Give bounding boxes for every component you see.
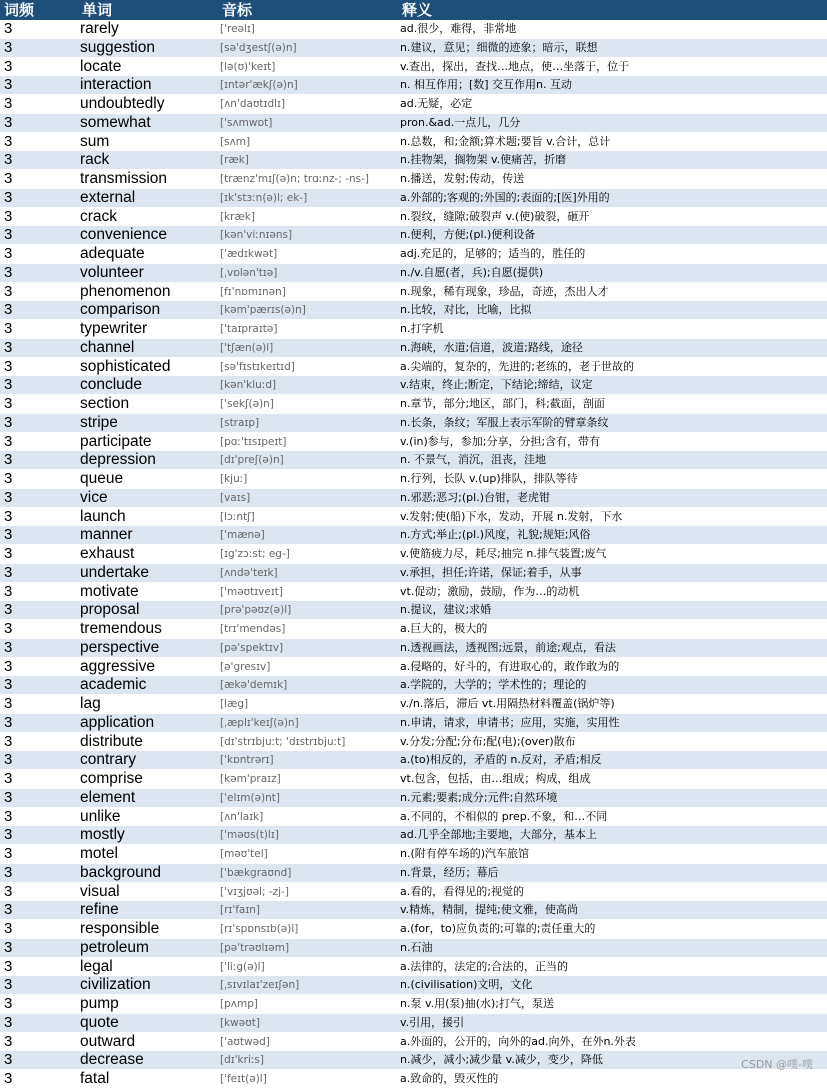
row-definition: v.引用，援引 [400,1015,465,1029]
row-freq: 3 [4,488,13,506]
row-phonetic: [dɪ'kriːs] [220,1054,264,1067]
row-freq: 3 [4,95,13,112]
row-freq: 3 [4,320,13,337]
row-word: comparison [80,301,161,319]
row-word: lag [80,695,101,712]
row-freq: 3 [4,282,13,300]
row-freq: 3 [4,938,13,956]
row-definition: n.打字机 [400,322,444,335]
table-row [0,433,827,452]
row-definition: ad.无疑，必定 [400,97,473,110]
row-phonetic: [ɪk'stɜːn(ə)l; ek-] [220,191,308,204]
row-definition: n.总数，和;金额;算术题;要旨 v.合计，总计 [400,134,611,148]
row-word: refine [80,901,119,919]
table-row [0,658,827,677]
table-row [0,508,827,527]
row-word: somewhat [80,113,151,131]
row-phonetic: [dɪ'preʃ(ə)n] [220,454,284,467]
row-word: motel [80,845,118,862]
row-freq: 3 [4,1032,13,1050]
row-word: legal [80,957,113,975]
row-freq: 3 [4,563,13,581]
row-freq: 3 [4,788,13,806]
table-row [0,414,827,433]
table-row [0,208,827,227]
row-word: tremendous [80,620,162,637]
table-row [0,733,827,752]
row-phonetic: ['feɪt(ə)l] [220,1073,267,1085]
row-word: undoubtedly [80,95,165,112]
row-phonetic: [kən'kluːd] [220,379,277,392]
row-freq: 3 [4,413,13,431]
row-freq: 3 [4,751,13,769]
table-row [0,189,827,208]
row-definition: vt.包含，包括，由…组成；构成，组成 [400,772,591,785]
row-definition: a.(for，to)应负责的;可靠的;责任重大的 [400,922,596,935]
row-word: volunteer [80,263,144,281]
row-definition: n.章节，部分;地区，部门，科;截面，剖面 [400,397,605,410]
table-row [0,320,827,339]
row-phonetic: [pə'spektɪv] [220,641,284,654]
table-row [0,170,827,189]
row-definition: n./v.自愿(者，兵);自愿(提供) [400,265,544,279]
row-definition: a.(to)相反的，矛盾的 n.反对，矛盾;相反 [400,753,602,767]
row-word: proposal [80,601,140,619]
table-row [0,789,827,808]
row-phonetic: ['tʃæn(ə)l] [220,341,274,354]
row-freq: 3 [4,638,13,656]
header-word: 单词 [82,1,113,19]
row-word: typewriter [80,320,148,337]
table-row [0,39,827,58]
table-row [0,95,827,114]
row-word: perspective [80,638,160,656]
table-row [0,301,827,320]
row-word: vice [80,488,108,506]
row-freq: 3 [4,357,13,375]
row-phonetic: ['vɪʒjʊəl; -zj-] [220,885,289,898]
row-definition: n.方式;举止;(pl.)风度，礼貌;规矩;风俗 [400,528,591,542]
row-word: adequate [80,245,145,262]
row-phonetic: [ækə'demɪk] [220,679,288,692]
table-row [0,1051,827,1070]
row-definition: v.查出，探出，查找…地点，使…坐落于，位于 [400,59,630,73]
row-freq: 3 [4,376,13,394]
row-freq: 3 [4,920,13,937]
table-row [0,845,827,864]
row-word: convenience [80,226,168,244]
row-phonetic: [kræk] [220,210,255,223]
table-row [0,864,827,883]
row-freq: 3 [4,207,13,225]
row-word: mostly [80,826,125,844]
row-word: external [80,188,136,206]
header-freq: 词频 [4,1,35,19]
row-freq: 3 [4,957,13,975]
row-phonetic: [fɪ'nɒmɪnən] [220,285,286,298]
row-definition: a.外部的;客观的;外国的;表面的;[医]外用的 [400,190,610,204]
table-row [0,20,827,39]
table-row [0,901,827,920]
row-definition: v./n.落后，滞后 vt.用隔热材料覆盖(锅炉等) [400,697,615,710]
row-word: pump [80,995,119,1012]
row-freq: 3 [4,132,13,150]
row-word: locate [80,57,122,75]
row-definition: v.精炼，精制，提纯;使文雅，使高尚 [400,903,578,917]
row-definition: v.结束，终止;断定，下结论;缔结，议定 [400,378,593,392]
table-row [0,1014,827,1033]
row-freq: 3 [4,226,13,244]
row-definition: n.提议，建议;求婚 [400,603,492,617]
table-row [0,676,827,695]
row-phonetic: [kwəʊt] [220,1016,260,1029]
row-phonetic: [dɪ'strɪbjuːt; 'dɪstrɪbjuːt] [220,735,346,748]
row-freq: 3 [4,995,13,1012]
row-phonetic: [sə'fɪstɪkeɪtɪd] [220,360,295,373]
row-definition: a.外面的，公开的，向外的ad.向外，在外n.外表 [400,1034,636,1048]
row-word: aggressive [80,657,155,675]
row-freq: 3 [4,845,13,862]
table-row [0,639,827,658]
row-freq: 3 [4,113,13,131]
row-freq: 3 [4,1070,13,1087]
row-definition: a.致命的，毁灭性的 [400,1072,499,1085]
row-definition: n.海峡，水道;信道，波道;路线，途径 [400,340,583,354]
row-definition: n.(附有停车场的)汽车旅馆 [400,847,530,860]
table-row [0,564,827,583]
table-row [0,114,827,133]
row-freq: 3 [4,451,13,469]
row-word: phenomenon [80,282,171,300]
row-word: depression [80,451,156,469]
row-definition: n.比较，对比，比喻，比拟 [400,303,532,317]
row-phonetic: [ʌn'laɪk] [220,810,264,823]
table-row [0,545,827,564]
row-word: element [80,788,136,806]
row-phonetic: [ˌæplɪ'keɪʃ(ə)n] [220,716,299,729]
row-freq: 3 [4,170,13,187]
row-definition: n.建议，意见；细微的迹象；暗示，联想 [400,40,598,54]
header-phonetic: 音标 [222,1,253,19]
table-header [0,0,827,20]
row-word: outward [80,1032,136,1050]
row-freq: 3 [4,545,13,562]
row-phonetic: [ɪntər'ækʃ(ə)n] [220,79,298,92]
row-phonetic: [sʌm] [220,135,251,148]
row-freq: 3 [4,582,13,600]
row-word: stripe [80,413,118,431]
table-row [0,751,827,770]
row-definition: a.不同的，不相似的 prep.不象，和…不同 [400,809,608,823]
row-definition: n.申请，请求，申请书；应用，实施，实用性 [400,715,620,729]
row-freq: 3 [4,807,13,825]
row-phonetic: [ˌvɒlən'tɪə] [220,266,278,279]
row-freq: 3 [4,151,13,169]
row-definition: pron.&ad.一点儿，几分 [400,115,521,129]
row-freq: 3 [4,976,13,994]
row-word: undertake [80,563,149,581]
word-table-body [0,20,827,1089]
row-phonetic: [ræk] [220,154,249,167]
table-row [0,151,827,170]
row-word: conclude [80,376,143,394]
row-phonetic: [prə'pəʊz(ə)l] [220,604,292,617]
table-row [0,264,827,283]
row-word: background [80,863,162,881]
table-row [0,133,827,152]
row-phonetic: [læg] [220,698,249,710]
table-row [0,339,827,358]
row-word: suggestion [80,38,155,56]
row-freq: 3 [4,301,13,319]
row-word: unlike [80,807,121,825]
table-row [0,883,827,902]
table-row [0,976,827,995]
table-row [0,583,827,602]
row-word: petroleum [80,938,149,956]
table-row [0,358,827,377]
row-phonetic: ['sʌmwɒt] [220,116,273,129]
row-word: launch [80,507,126,525]
row-definition: v.使筋疲力尽，耗尽;抽完 n.排气装置;废气 [400,547,607,560]
row-definition: v.分发;分配;分布;配(电);(over)散布 [400,734,576,748]
table-row [0,770,827,789]
row-phonetic: ['məʊs(t)lɪ] [220,829,279,842]
table-row [0,808,827,827]
table-row [0,939,827,958]
row-freq: 3 [4,338,13,356]
table-row [0,714,827,733]
row-word: sophisticated [80,357,171,375]
table-row [0,283,827,302]
table-row [0,58,827,77]
row-phonetic: ['aʊtwəd] [220,1035,270,1048]
row-freq: 3 [4,38,13,56]
row-definition: a.学院的，大学的；学术性的；理论的 [400,678,587,692]
row-definition: ad.很少，难得，非常地 [400,22,517,35]
row-freq: 3 [4,507,13,525]
row-definition: a.尖端的，复杂的，先进的;老练的，老于世故的 [400,359,634,373]
row-freq: 3 [4,470,13,487]
row-freq: 3 [4,432,13,450]
row-freq: 3 [4,601,13,619]
row-phonetic: [sə'dʒestʃ(ə)n] [220,41,297,54]
table-row [0,958,827,977]
row-freq: 3 [4,863,13,881]
row-phonetic: [ʌndə'teɪk] [220,566,278,579]
row-definition: n.裂纹，缝隙;破裂声 v.(使)破裂，砸开 [400,209,590,223]
row-word: rarely [80,20,119,37]
row-word: visual [80,882,120,900]
row-freq: 3 [4,901,13,919]
row-definition: n.泵 v.用(泵)抽(水);打气，泵送 [400,997,554,1010]
table-row [0,526,827,545]
row-freq: 3 [4,770,13,787]
row-freq: 3 [4,263,13,281]
table-row [0,826,827,845]
row-definition: a.侵略的，好斗的，有进取心的，敢作敢为的 [400,659,620,673]
row-phonetic: [kəm'praɪz] [220,773,281,785]
row-word: transmission [80,170,167,187]
row-phonetic: [kjuː] [220,473,248,485]
table-row [0,695,827,714]
row-definition: n.播送，发射;传动，传送 [400,172,525,185]
row-phonetic: ['mænə] [220,529,265,542]
row-phonetic: [kən'viːnɪəns] [220,229,293,242]
row-word: interaction [80,76,152,94]
row-phonetic: ['sekʃ(ə)n] [220,398,274,410]
row-definition: n.石油 [400,940,433,954]
row-definition: ad.几乎全部地;主要地，大部分，基本上 [400,828,597,842]
row-word: academic [80,676,147,694]
row-definition: n.(civilisation)文明，文化 [400,978,533,992]
row-freq: 3 [4,695,13,712]
row-freq: 3 [4,395,13,412]
row-word: quote [80,1013,119,1031]
row-word: queue [80,470,124,487]
row-definition: n.减少，减小;减少量 v.减少，变少，降低 [400,1053,603,1067]
row-phonetic: [rɪ'faɪn] [220,904,260,917]
row-freq: 3 [4,526,13,544]
row-phonetic: [lɔːntʃ] [220,510,255,523]
row-word: contrary [80,751,136,769]
table-row [0,601,827,620]
row-phonetic: [ˌsɪvɪlaɪ'zeɪʃən] [220,979,300,992]
row-phonetic: ['reəlɪ] [220,23,255,35]
row-freq: 3 [4,57,13,75]
row-word: sum [80,132,110,150]
row-phonetic: ['məʊtɪveɪt] [220,585,283,598]
row-phonetic: ['kɒntrərɪ] [220,754,274,767]
row-definition: a.看的，看得见的;视觉的 [400,884,524,898]
row-freq: 3 [4,620,13,637]
row-phonetic: [pʌmp] [220,998,258,1010]
row-word: application [80,713,155,731]
row-word: decrease [80,1051,144,1069]
row-definition: n.透视画法，透视图;远景，前途;观点，看法 [400,640,616,654]
row-freq: 3 [4,826,13,844]
row-phonetic: [ɪg'zɔːst; eg-] [220,548,290,560]
row-phonetic: ['liːg(ə)l] [220,960,265,973]
header-definition: 释义 [402,1,433,19]
table-row [0,470,827,489]
row-phonetic: [lə(ʊ)'keɪt] [220,60,276,73]
table-row [0,1033,827,1052]
table-row [0,451,827,470]
row-freq: 3 [4,713,13,731]
row-definition: v.承担，担任;许诺，保证;着手，从事 [400,565,582,579]
table-row [0,376,827,395]
row-phonetic: [ʌn'daʊtɪdlɪ] [220,98,286,110]
watermark: CSDN @噗-噗 [741,1058,813,1071]
row-definition: n.挂物架，搁物架 v.使痛苦，折磨 [400,153,567,167]
row-word: section [80,395,130,412]
row-phonetic: [pɑː'tɪsɪpeɪt] [220,435,287,448]
row-definition: n.邪恶;恶习;(pl.)台钳，老虎钳 [400,490,550,504]
row-phonetic: ['bækgraʊnd] [220,866,292,879]
row-word: fatal [80,1070,110,1087]
row-word: responsible [80,920,160,937]
row-definition: adj.充足的，足够的；适当的，胜任的 [400,247,586,260]
row-definition: vt.促动；激励，鼓励，作为…的动机 [400,584,580,598]
row-definition: n.现象，稀有现象，珍品，奇迹，杰出人才 [400,284,609,298]
row-freq: 3 [4,676,13,694]
row-freq: 3 [4,657,13,675]
row-phonetic: [straɪp] [220,416,260,429]
row-word: crack [80,207,118,225]
row-phonetic: ['elɪm(ə)nt] [220,791,281,804]
table-row [0,245,827,264]
row-definition: n. 相互作用；[数] 交互作用n. 互动 [400,78,573,92]
row-definition: v.(in)参与，参加;分享，分担;含有，带有 [400,434,601,448]
row-word: rack [80,151,110,169]
row-definition: n.长条，条纹；军服上表示军阶的臂章条纹 [400,415,609,429]
row-phonetic: [kəm'pærɪs(ə)n] [220,304,306,317]
row-word: channel [80,338,135,356]
row-word: motivate [80,582,139,600]
row-word: comprise [80,770,143,787]
row-freq: 3 [4,188,13,206]
table-row [0,489,827,508]
row-phonetic: [məʊ'tel] [220,848,268,860]
row-definition: n.便利，方便;(pl.)便利设备 [400,228,536,242]
row-freq: 3 [4,882,13,900]
row-freq: 3 [4,1013,13,1031]
row-phonetic: [ə'gresɪv] [220,660,271,673]
row-freq: 3 [4,20,13,37]
row-phonetic: ['ædɪkwət] [220,248,278,260]
row-freq: 3 [4,1051,13,1069]
row-phonetic: [trænz'mɪʃ(ə)n; trɑːnz-; -ns-] [220,173,369,185]
row-definition: n.元素;要素;成分;元件;自然环境 [400,790,558,804]
table-row [0,226,827,245]
table-row [0,620,827,639]
row-phonetic: [pə'trəʊlɪəm] [220,941,290,954]
row-word: distribute [80,732,143,750]
table-row [0,76,827,95]
row-freq: 3 [4,245,13,262]
row-definition: n. 不景气，消沉，沮丧，洼地 [400,453,546,467]
table-row [0,395,827,414]
row-word: participate [80,432,152,450]
table-row [0,995,827,1014]
row-phonetic: [vaɪs] [220,491,251,504]
table-row [0,920,827,939]
row-definition: a.巨大的，极大的 [400,622,488,635]
row-definition: n.背景，经历；幕后 [400,865,499,879]
row-freq: 3 [4,76,13,94]
row-word: civilization [80,976,151,994]
row-word: manner [80,526,133,544]
row-phonetic: ['taɪpraɪtə] [220,323,278,335]
row-word: exhaust [80,545,135,562]
row-phonetic: [rɪ'spɒnsɪb(ə)l] [220,923,299,935]
row-phonetic: [trɪ'mendəs] [220,623,286,635]
row-definition: v.发射;使(船)下水，发动，开展 n.发射，下水 [400,509,623,523]
row-definition: a.法律的，法定的;合法的，正当的 [400,959,568,973]
row-freq: 3 [4,732,13,750]
row-definition: n.行列，长队 v.(up)排队，排队等待 [400,472,578,485]
